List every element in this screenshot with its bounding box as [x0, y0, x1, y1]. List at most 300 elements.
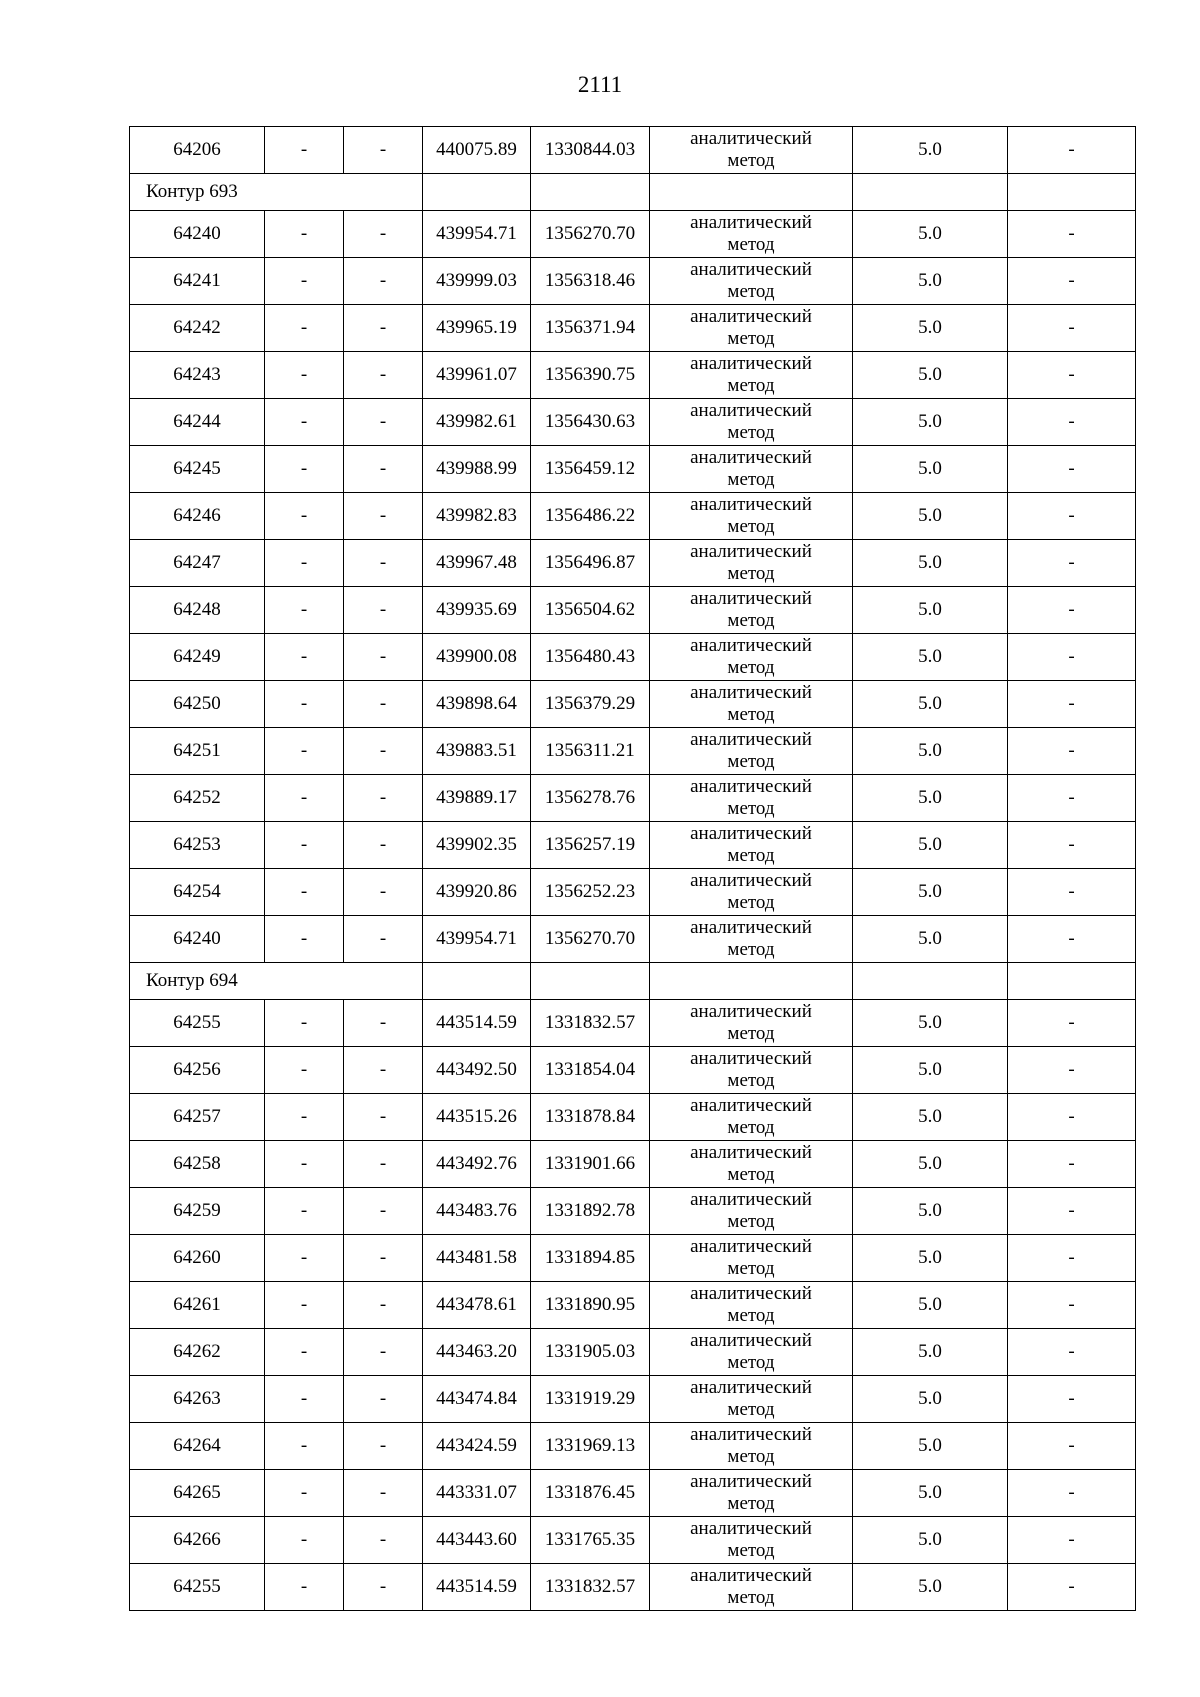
accuracy-cell: 5.0 — [853, 587, 1008, 634]
x-coordinate-cell: 439967.48 — [423, 540, 531, 587]
x-coordinate-cell: 439920.86 — [423, 869, 531, 916]
method-cell — [650, 258, 853, 305]
table-row — [130, 822, 1136, 869]
table-row — [130, 1235, 1136, 1282]
method-line-1: аналитический — [690, 1518, 812, 1539]
x-coordinate-cell: 439883.51 — [423, 728, 531, 775]
y-coordinate-cell: 1331878.84 — [531, 1094, 650, 1141]
point-id-cell: 64264 — [130, 1423, 265, 1470]
dash-cell: - — [265, 352, 344, 399]
method-line-2: метод — [727, 1493, 775, 1514]
method-line-1: аналитический — [690, 447, 812, 468]
table-row — [130, 634, 1136, 681]
accuracy-cell: 5.0 — [853, 399, 1008, 446]
dash-cell: - — [1008, 399, 1136, 446]
y-coordinate-cell: 1331765.35 — [531, 1517, 650, 1564]
point-id-cell: 64206 — [130, 127, 265, 174]
dash-cell: - — [265, 822, 344, 869]
dash-cell: - — [1008, 1470, 1136, 1517]
point-id-cell: 64266 — [130, 1517, 265, 1564]
empty-cell — [423, 963, 531, 1000]
accuracy-cell: 5.0 — [853, 1329, 1008, 1376]
dash-cell: - — [344, 587, 423, 634]
accuracy-cell: 5.0 — [853, 1000, 1008, 1047]
method-line-2: метод — [727, 1023, 775, 1044]
point-id-cell: 64240 — [130, 916, 265, 963]
dash-cell: - — [265, 1188, 344, 1235]
y-coordinate-cell: 1356270.70 — [531, 916, 650, 963]
x-coordinate-cell: 443424.59 — [423, 1423, 531, 1470]
x-coordinate-cell: 439935.69 — [423, 587, 531, 634]
dash-cell: - — [265, 1376, 344, 1423]
table-row — [130, 681, 1136, 728]
y-coordinate-cell: 1356318.46 — [531, 258, 650, 305]
point-id-cell: 64255 — [130, 1564, 265, 1611]
method-line-1: аналитический — [690, 400, 812, 421]
dash-cell: - — [344, 728, 423, 775]
dash-cell: - — [344, 127, 423, 174]
method-cell — [650, 775, 853, 822]
point-id-cell: 64246 — [130, 493, 265, 540]
accuracy-cell: 5.0 — [853, 1282, 1008, 1329]
dash-cell: - — [344, 681, 423, 728]
dash-cell: - — [265, 1000, 344, 1047]
y-coordinate-cell: 1356390.75 — [531, 352, 650, 399]
method-cell — [650, 540, 853, 587]
accuracy-cell: 5.0 — [853, 493, 1008, 540]
accuracy-cell: 5.0 — [853, 1235, 1008, 1282]
point-id-cell: 64253 — [130, 822, 265, 869]
point-id-cell: 64240 — [130, 211, 265, 258]
point-id-cell: 64248 — [130, 587, 265, 634]
table-row — [130, 1517, 1136, 1564]
method-line-1: аналитический — [690, 588, 812, 609]
method-line-2: метод — [727, 150, 775, 171]
dash-cell: - — [344, 634, 423, 681]
dash-cell: - — [265, 681, 344, 728]
point-id-cell: 64257 — [130, 1094, 265, 1141]
dash-cell: - — [1008, 540, 1136, 587]
dash-cell: - — [344, 869, 423, 916]
dash-cell: - — [265, 211, 344, 258]
method-line-1: аналитический — [690, 635, 812, 656]
table-row — [130, 1282, 1136, 1329]
table-row — [130, 211, 1136, 258]
method-line-1: аналитический — [690, 1283, 812, 1304]
empty-cell — [650, 174, 853, 211]
dash-cell: - — [344, 822, 423, 869]
method-line-2: метод — [727, 1117, 775, 1138]
y-coordinate-cell: 1331876.45 — [531, 1470, 650, 1517]
contour-title: Контур 693 — [130, 174, 423, 211]
table-row — [130, 540, 1136, 587]
dash-cell: - — [1008, 1235, 1136, 1282]
table-row — [130, 1376, 1136, 1423]
dash-cell: - — [265, 127, 344, 174]
table-row — [130, 1188, 1136, 1235]
method-cell — [650, 127, 853, 174]
y-coordinate-cell: 1356486.22 — [531, 493, 650, 540]
y-coordinate-cell: 1331890.95 — [531, 1282, 650, 1329]
method-line-2: метод — [727, 1540, 775, 1561]
dash-cell: - — [1008, 728, 1136, 775]
dash-cell: - — [1008, 493, 1136, 540]
method-cell — [650, 1517, 853, 1564]
method-line-1: аналитический — [690, 917, 812, 938]
accuracy-cell: 5.0 — [853, 1094, 1008, 1141]
dash-cell: - — [265, 775, 344, 822]
table-row — [130, 305, 1136, 352]
method-line-2: метод — [727, 1399, 775, 1420]
method-line-1: аналитический — [690, 1377, 812, 1398]
method-line-2: метод — [727, 610, 775, 631]
point-id-cell: 64252 — [130, 775, 265, 822]
dash-cell: - — [344, 1376, 423, 1423]
dash-cell: - — [1008, 681, 1136, 728]
table-row — [130, 258, 1136, 305]
method-line-1: аналитический — [690, 776, 812, 797]
y-coordinate-cell: 1356257.19 — [531, 822, 650, 869]
contour-header-row — [130, 174, 1136, 211]
accuracy-cell: 5.0 — [853, 1423, 1008, 1470]
dash-cell: - — [1008, 822, 1136, 869]
empty-cell — [650, 963, 853, 1000]
dash-cell: - — [265, 305, 344, 352]
dash-cell: - — [1008, 775, 1136, 822]
dash-cell: - — [344, 775, 423, 822]
x-coordinate-cell: 443514.59 — [423, 1564, 531, 1611]
method-cell — [650, 493, 853, 540]
x-coordinate-cell: 443492.50 — [423, 1047, 531, 1094]
y-coordinate-cell: 1331854.04 — [531, 1047, 650, 1094]
accuracy-cell: 5.0 — [853, 540, 1008, 587]
dash-cell: - — [344, 1094, 423, 1141]
point-id-cell: 64247 — [130, 540, 265, 587]
method-cell — [650, 211, 853, 258]
x-coordinate-cell: 443514.59 — [423, 1000, 531, 1047]
method-line-2: метод — [727, 469, 775, 490]
x-coordinate-cell: 443463.20 — [423, 1329, 531, 1376]
dash-cell: - — [344, 1188, 423, 1235]
dash-cell: - — [1008, 446, 1136, 493]
x-coordinate-cell: 443331.07 — [423, 1470, 531, 1517]
accuracy-cell: 5.0 — [853, 1141, 1008, 1188]
y-coordinate-cell: 1331901.66 — [531, 1141, 650, 1188]
method-cell — [650, 634, 853, 681]
dash-cell: - — [265, 540, 344, 587]
point-id-cell: 64261 — [130, 1282, 265, 1329]
x-coordinate-cell: 440075.89 — [423, 127, 531, 174]
dash-cell: - — [265, 634, 344, 681]
point-id-cell: 64260 — [130, 1235, 265, 1282]
method-line-2: метод — [727, 1305, 775, 1326]
method-line-2: метод — [727, 375, 775, 396]
accuracy-cell: 5.0 — [853, 446, 1008, 493]
y-coordinate-cell: 1356278.76 — [531, 775, 650, 822]
method-line-2: метод — [727, 563, 775, 584]
dash-cell: - — [265, 258, 344, 305]
table-row — [130, 399, 1136, 446]
dash-cell: - — [265, 869, 344, 916]
dash-cell: - — [1008, 1282, 1136, 1329]
method-line-1: аналитический — [690, 870, 812, 891]
accuracy-cell: 5.0 — [853, 211, 1008, 258]
method-cell — [650, 1188, 853, 1235]
method-cell — [650, 446, 853, 493]
method-cell — [650, 1000, 853, 1047]
dash-cell: - — [265, 1235, 344, 1282]
empty-cell — [853, 963, 1008, 1000]
x-coordinate-cell: 443443.60 — [423, 1517, 531, 1564]
empty-cell — [1008, 174, 1136, 211]
method-line-2: метод — [727, 422, 775, 443]
dash-cell: - — [1008, 1047, 1136, 1094]
method-cell — [650, 681, 853, 728]
point-id-cell: 64244 — [130, 399, 265, 446]
dash-cell: - — [1008, 1517, 1136, 1564]
accuracy-cell: 5.0 — [853, 305, 1008, 352]
dash-cell: - — [344, 493, 423, 540]
method-line-2: метод — [727, 328, 775, 349]
dash-cell: - — [344, 1470, 423, 1517]
y-coordinate-cell: 1331905.03 — [531, 1329, 650, 1376]
dash-cell: - — [344, 1423, 423, 1470]
method-line-1: аналитический — [690, 353, 812, 374]
dash-cell: - — [1008, 1000, 1136, 1047]
x-coordinate-cell: 439961.07 — [423, 352, 531, 399]
y-coordinate-cell: 1331892.78 — [531, 1188, 650, 1235]
method-cell — [650, 1094, 853, 1141]
dash-cell: - — [344, 399, 423, 446]
accuracy-cell: 5.0 — [853, 1376, 1008, 1423]
dash-cell: - — [344, 1329, 423, 1376]
accuracy-cell: 5.0 — [853, 775, 1008, 822]
y-coordinate-cell: 1356270.70 — [531, 211, 650, 258]
method-cell — [650, 728, 853, 775]
accuracy-cell: 5.0 — [853, 352, 1008, 399]
x-coordinate-cell: 439898.64 — [423, 681, 531, 728]
method-line-2: метод — [727, 1446, 775, 1467]
method-line-2: метод — [727, 845, 775, 866]
point-id-cell: 64256 — [130, 1047, 265, 1094]
table-row — [130, 587, 1136, 634]
dash-cell: - — [1008, 127, 1136, 174]
method-cell — [650, 1235, 853, 1282]
point-id-cell: 64262 — [130, 1329, 265, 1376]
table-row — [130, 1564, 1136, 1611]
x-coordinate-cell: 439982.83 — [423, 493, 531, 540]
point-id-cell: 64245 — [130, 446, 265, 493]
table-row — [130, 352, 1136, 399]
dash-cell: - — [1008, 1094, 1136, 1141]
table-row — [130, 869, 1136, 916]
dash-cell: - — [1008, 1141, 1136, 1188]
dash-cell: - — [1008, 1188, 1136, 1235]
method-line-2: метод — [727, 516, 775, 537]
method-cell — [650, 352, 853, 399]
method-line-2: метод — [727, 704, 775, 725]
method-line-2: метод — [727, 1587, 775, 1608]
dash-cell: - — [1008, 1376, 1136, 1423]
method-line-2: метод — [727, 1164, 775, 1185]
method-line-1: аналитический — [690, 1565, 812, 1586]
dash-cell: - — [265, 587, 344, 634]
method-cell — [650, 916, 853, 963]
method-cell — [650, 587, 853, 634]
method-cell — [650, 305, 853, 352]
point-id-cell: 64258 — [130, 1141, 265, 1188]
method-line-2: метод — [727, 892, 775, 913]
x-coordinate-cell: 439954.71 — [423, 211, 531, 258]
empty-cell — [853, 174, 1008, 211]
method-cell — [650, 1376, 853, 1423]
method-line-1: аналитический — [690, 259, 812, 280]
y-coordinate-cell: 1356379.29 — [531, 681, 650, 728]
x-coordinate-cell: 443478.61 — [423, 1282, 531, 1329]
dash-cell: - — [344, 1000, 423, 1047]
x-coordinate-cell: 439954.71 — [423, 916, 531, 963]
table-row — [130, 1329, 1136, 1376]
x-coordinate-cell: 439889.17 — [423, 775, 531, 822]
method-line-2: метод — [727, 1070, 775, 1091]
y-coordinate-cell: 1356430.63 — [531, 399, 650, 446]
accuracy-cell: 5.0 — [853, 869, 1008, 916]
method-cell — [650, 1470, 853, 1517]
empty-cell — [1008, 963, 1136, 1000]
dash-cell: - — [1008, 1564, 1136, 1611]
empty-cell — [531, 963, 650, 1000]
method-line-1: аналитический — [690, 1095, 812, 1116]
dash-cell: - — [265, 916, 344, 963]
method-line-2: метод — [727, 281, 775, 302]
dash-cell: - — [344, 211, 423, 258]
table-row — [130, 1423, 1136, 1470]
dash-cell: - — [1008, 587, 1136, 634]
y-coordinate-cell: 1356371.94 — [531, 305, 650, 352]
point-id-cell: 64249 — [130, 634, 265, 681]
dash-cell: - — [344, 540, 423, 587]
dash-cell: - — [265, 399, 344, 446]
y-coordinate-cell: 1330844.03 — [531, 127, 650, 174]
table-row — [130, 1047, 1136, 1094]
dash-cell: - — [265, 728, 344, 775]
dash-cell: - — [344, 1517, 423, 1564]
accuracy-cell: 5.0 — [853, 1470, 1008, 1517]
method-cell — [650, 399, 853, 446]
method-line-1: аналитический — [690, 1189, 812, 1210]
dash-cell: - — [344, 1282, 423, 1329]
point-id-cell: 64251 — [130, 728, 265, 775]
method-cell — [650, 822, 853, 869]
dash-cell: - — [265, 1094, 344, 1141]
y-coordinate-cell: 1356480.43 — [531, 634, 650, 681]
method-line-1: аналитический — [690, 1330, 812, 1351]
table-row — [130, 1141, 1136, 1188]
point-id-cell: 64259 — [130, 1188, 265, 1235]
method-line-1: аналитический — [690, 306, 812, 327]
table-row — [130, 127, 1136, 174]
accuracy-cell: 5.0 — [853, 728, 1008, 775]
y-coordinate-cell: 1331919.29 — [531, 1376, 650, 1423]
table-row — [130, 493, 1136, 540]
dash-cell: - — [265, 1423, 344, 1470]
dash-cell: - — [344, 258, 423, 305]
table-row — [130, 446, 1136, 493]
accuracy-cell: 5.0 — [853, 1517, 1008, 1564]
empty-cell — [423, 174, 531, 211]
y-coordinate-cell: 1356496.87 — [531, 540, 650, 587]
method-line-1: аналитический — [690, 1142, 812, 1163]
accuracy-cell: 5.0 — [853, 127, 1008, 174]
method-line-2: метод — [727, 657, 775, 678]
dash-cell: - — [1008, 634, 1136, 681]
method-line-2: метод — [727, 1258, 775, 1279]
accuracy-cell: 5.0 — [853, 1564, 1008, 1611]
x-coordinate-cell: 443483.76 — [423, 1188, 531, 1235]
method-line-2: метод — [727, 1352, 775, 1373]
page-number: 2111 — [577, 72, 623, 97]
x-coordinate-cell: 439999.03 — [423, 258, 531, 305]
accuracy-cell: 5.0 — [853, 634, 1008, 681]
dash-cell: - — [265, 493, 344, 540]
method-line-1: аналитический — [690, 1048, 812, 1069]
method-line-1: аналитический — [690, 212, 812, 233]
method-line-2: метод — [727, 751, 775, 772]
dash-cell: - — [344, 1047, 423, 1094]
x-coordinate-cell: 443481.58 — [423, 1235, 531, 1282]
dash-cell: - — [344, 305, 423, 352]
accuracy-cell: 5.0 — [853, 916, 1008, 963]
y-coordinate-cell: 1331894.85 — [531, 1235, 650, 1282]
point-id-cell: 64242 — [130, 305, 265, 352]
method-line-2: метод — [727, 1211, 775, 1232]
point-id-cell: 64250 — [130, 681, 265, 728]
point-id-cell: 64265 — [130, 1470, 265, 1517]
point-id-cell: 64254 — [130, 869, 265, 916]
dash-cell: - — [265, 1470, 344, 1517]
accuracy-cell: 5.0 — [853, 681, 1008, 728]
x-coordinate-cell: 439902.35 — [423, 822, 531, 869]
dash-cell: - — [344, 1235, 423, 1282]
y-coordinate-cell: 1331832.57 — [531, 1000, 650, 1047]
empty-cell — [531, 174, 650, 211]
method-line-1: аналитический — [690, 541, 812, 562]
dash-cell: - — [265, 1329, 344, 1376]
method-line-1: аналитический — [690, 128, 812, 149]
dash-cell: - — [344, 446, 423, 493]
method-line-1: аналитический — [690, 494, 812, 515]
method-line-1: аналитический — [690, 823, 812, 844]
dash-cell: - — [1008, 1423, 1136, 1470]
method-cell — [650, 1141, 853, 1188]
table-row — [130, 1470, 1136, 1517]
x-coordinate-cell: 443515.26 — [423, 1094, 531, 1141]
method-cell — [650, 1047, 853, 1094]
y-coordinate-cell: 1356504.62 — [531, 587, 650, 634]
dash-cell: - — [344, 1564, 423, 1611]
dash-cell: - — [265, 1517, 344, 1564]
contour-header-row — [130, 963, 1136, 1000]
dash-cell: - — [1008, 916, 1136, 963]
method-cell — [650, 1423, 853, 1470]
accuracy-cell: 5.0 — [853, 1188, 1008, 1235]
dash-cell: - — [344, 352, 423, 399]
method-line-1: аналитический — [690, 1471, 812, 1492]
dash-cell: - — [265, 1282, 344, 1329]
accuracy-cell: 5.0 — [853, 258, 1008, 305]
dash-cell: - — [1008, 1329, 1136, 1376]
dash-cell: - — [1008, 869, 1136, 916]
